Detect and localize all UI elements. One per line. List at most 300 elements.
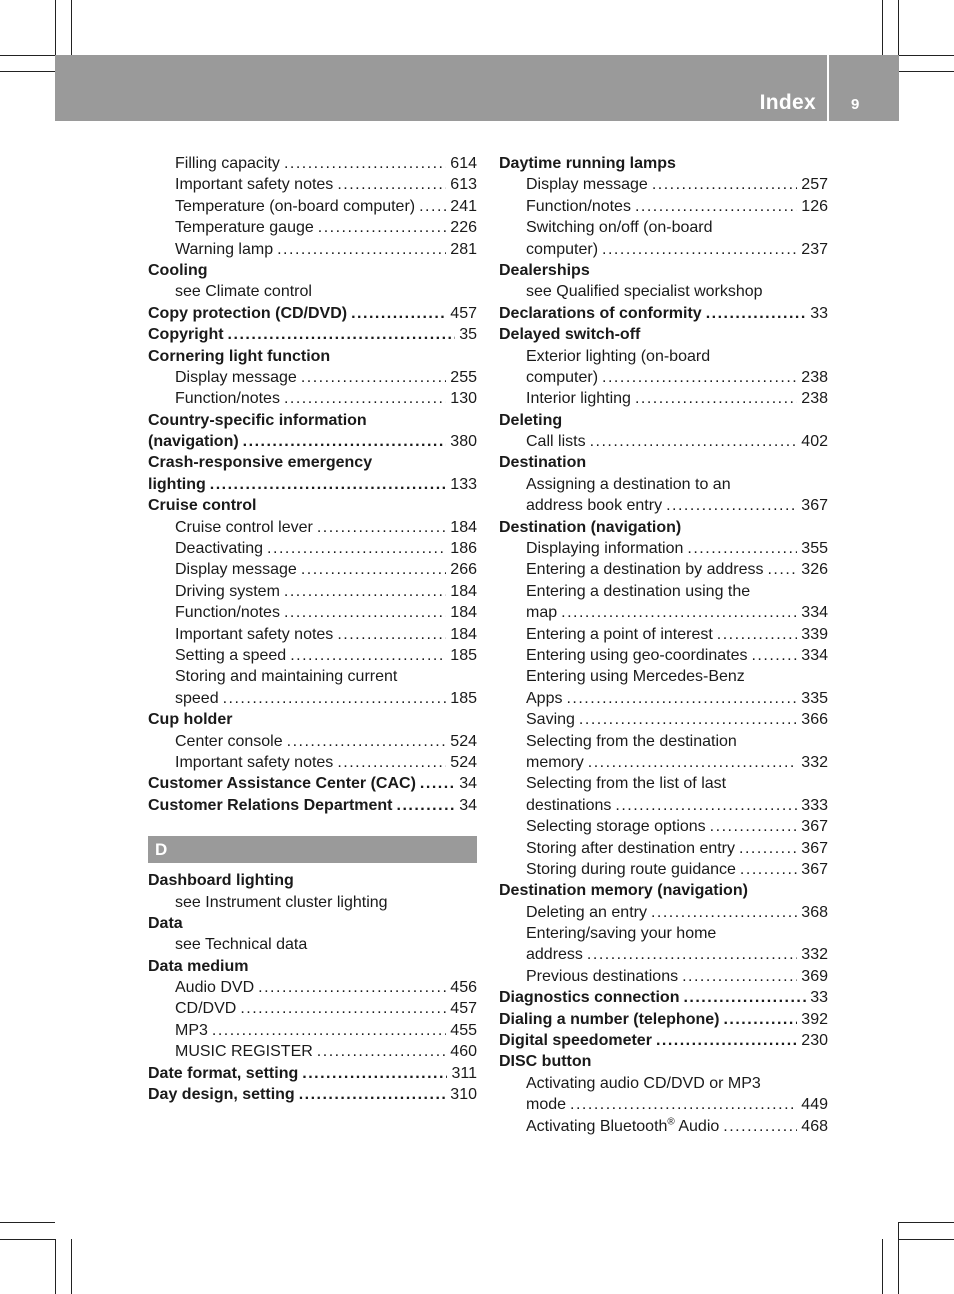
page-ref: 326: [801, 561, 828, 579]
crop-mark: [0, 1222, 55, 1223]
leader-dots: [651, 902, 797, 923]
page-ref: 238: [801, 368, 828, 386]
index-subentry: [499, 602, 828, 623]
entry-text: Deleting an entry: [526, 903, 647, 921]
entry-text: Destination: [499, 454, 587, 472]
entry-text: Cup holder: [148, 711, 233, 729]
index-subentry: [148, 1020, 477, 1041]
page-ref: 460: [450, 1043, 477, 1061]
crop-mark: [882, 0, 883, 55]
entry-text: Cruise control: [148, 497, 257, 515]
entry-text: (navigation): [148, 433, 239, 451]
entry-text: Center console: [175, 732, 283, 750]
index-entry: [148, 773, 477, 794]
entry-text: destinations: [526, 796, 612, 814]
index-entry: [148, 956, 477, 977]
page-ref: 524: [450, 753, 477, 771]
index-subentry: [148, 559, 477, 580]
leader-dots: [740, 859, 797, 880]
page-ref: 237: [801, 240, 828, 258]
page-ref: 34: [459, 775, 477, 793]
leader-dots: [419, 196, 446, 217]
entry-text: Delayed switch-off: [499, 326, 641, 344]
leader-dots: [290, 645, 446, 666]
index-entry: [148, 260, 477, 281]
page-ref: 524: [450, 732, 477, 750]
index-subentry: [499, 1116, 828, 1137]
page-ref: 367: [801, 839, 828, 857]
entry-text: Important safety notes: [175, 753, 334, 771]
page-ref: 355: [801, 540, 828, 558]
entry-text: Entering/saving your home: [526, 925, 717, 943]
leader-dots: [561, 602, 797, 623]
index-column-left: [148, 153, 477, 1105]
entry-text: Displaying information: [526, 540, 684, 558]
leader-dots: [751, 645, 797, 666]
entry-text: Temperature (on-board computer): [175, 197, 416, 215]
entry-text: Warning lamp: [175, 240, 274, 258]
index-subentry: [499, 346, 828, 367]
page-ref: 311: [451, 1064, 477, 1082]
entry-text: Call lists: [526, 433, 586, 451]
entry-text: CD/DVD: [175, 1000, 237, 1018]
entry-text: Entering a point of interest: [526, 625, 713, 643]
entry-text: Storing after destination entry: [526, 839, 736, 857]
index-entry: [499, 1009, 828, 1030]
index-entry: [148, 452, 477, 473]
entry-text: Deleting: [499, 411, 563, 429]
page-ref: 402: [801, 433, 828, 451]
leader-dots: [210, 474, 447, 495]
index-subentry: [499, 966, 828, 987]
index-subentry: [499, 474, 828, 495]
entry-text: Function/notes: [526, 197, 631, 215]
entry-text: mode: [526, 1096, 567, 1114]
entry-text: Customer Relations Department: [148, 796, 393, 814]
leader-dots: [588, 752, 798, 773]
leader-dots: [656, 1030, 797, 1051]
entry-text: Destination memory (navigation): [499, 882, 748, 900]
entry-text: computer): [526, 240, 599, 258]
entry-text: Country-specific information: [148, 411, 367, 429]
index-subentry: [148, 538, 477, 559]
entry-text: map: [526, 604, 558, 622]
index-entry: [148, 795, 477, 816]
index-subentry: [499, 688, 828, 709]
page-ref: 126: [801, 197, 828, 215]
leader-dots: [739, 838, 797, 859]
page-ref: 226: [450, 219, 477, 237]
entry-text: Entering using Mercedes-Benz: [526, 668, 745, 686]
section-heading: D: [148, 836, 477, 863]
index-subentry: [499, 923, 828, 944]
page-ref: 238: [801, 390, 828, 408]
entry-text: Entering a destination by address: [526, 561, 764, 579]
index-subentry: [499, 773, 828, 794]
index-subentry: [499, 431, 828, 452]
entry-text: Activating Bluetooth® Audio: [526, 1116, 720, 1135]
page-ref: 449: [801, 1096, 828, 1114]
index-subentry: [148, 731, 477, 752]
index-entry: [148, 709, 477, 730]
index-subentry: [148, 645, 477, 666]
entry-text: Cornering light function: [148, 347, 331, 365]
leader-dots: [223, 688, 447, 709]
index-entry: [148, 1063, 477, 1084]
page-ref: 457: [450, 304, 477, 322]
entry-text: Dialing a number (telephone): [499, 1010, 720, 1028]
entry-text: Diagnostics connection: [499, 989, 680, 1007]
entry-text: Crash-responsive emergency: [148, 454, 373, 472]
entry-text: Day design, setting: [148, 1086, 295, 1104]
leader-dots: [317, 1041, 447, 1062]
entry-text: Data: [148, 914, 183, 932]
entry-text: computer): [526, 368, 599, 386]
page-ref: 457: [450, 1000, 477, 1018]
index-subentry: [499, 495, 828, 516]
leader-dots: [258, 977, 446, 998]
entry-text: Selecting from the destination: [526, 732, 737, 750]
page-ref: 367: [801, 497, 828, 515]
index-subentry: [499, 859, 828, 880]
index-entry: [148, 913, 477, 934]
entry-text: Entering using geo-coordinates: [526, 646, 748, 664]
index-entry: [499, 880, 828, 901]
entry-text: Declarations of conformity: [499, 304, 702, 322]
crop-mark: [55, 1239, 56, 1294]
registered-mark: ®: [667, 1116, 675, 1128]
index-entry: [148, 474, 477, 495]
entry-text: Interior lighting: [526, 390, 631, 408]
leader-dots: [287, 731, 447, 752]
entry-text: memory: [526, 753, 584, 771]
leader-dots: [240, 998, 446, 1019]
entry-text: Saving: [526, 711, 575, 729]
leader-dots: [683, 987, 806, 1008]
crop-mark: [71, 1239, 72, 1294]
entry-text: speed: [175, 689, 219, 707]
crop-mark: [0, 71, 55, 72]
entry-text: address: [526, 946, 583, 964]
page-ref: 281: [450, 240, 477, 258]
index-subentry: [148, 153, 477, 174]
page-ref: 33: [810, 989, 828, 1007]
page-ref: 257: [801, 176, 828, 194]
index-column-right: [499, 153, 828, 1137]
crop-mark: [898, 1222, 899, 1294]
crop-mark: [55, 0, 56, 55]
leader-dots: [284, 581, 446, 602]
entry-text: Driving system: [175, 582, 280, 600]
leader-dots: [284, 388, 446, 409]
leader-dots: [228, 324, 456, 345]
page-ref: 367: [801, 860, 828, 878]
index-subentry: [148, 624, 477, 645]
entry-text: Selecting storage options: [526, 818, 706, 836]
entry-text: MP3: [175, 1021, 208, 1039]
index-subentry: [499, 816, 828, 837]
index-subentry: [499, 709, 828, 730]
index-entry: [499, 987, 828, 1008]
index-entry: [148, 1084, 477, 1105]
leader-dots: [337, 174, 446, 195]
page-ref: 184: [450, 582, 477, 600]
index-entry: [148, 324, 477, 345]
leader-dots: [706, 303, 807, 324]
entry-text: DISC button: [499, 1053, 592, 1071]
page-ref: 380: [450, 433, 477, 451]
leader-dots: [420, 773, 455, 794]
leader-dots: [652, 174, 797, 195]
page-ref: 266: [450, 561, 477, 579]
index-subentry: [148, 752, 477, 773]
entry-text: Dashboard lighting: [148, 872, 294, 890]
page-ref: 613: [450, 176, 477, 194]
leader-dots: [337, 624, 446, 645]
leader-dots: [284, 153, 446, 174]
index-entry: [148, 346, 477, 367]
index-entry: [499, 303, 828, 324]
index-subentry: [148, 217, 477, 238]
leader-dots: [635, 196, 797, 217]
page-title: Index: [759, 91, 816, 114]
page-ref: 35: [459, 326, 477, 344]
leader-dots: [212, 1020, 446, 1041]
leader-dots: [397, 795, 456, 816]
page-ref: 184: [450, 604, 477, 622]
index-subentry: [499, 731, 828, 752]
crop-mark: [899, 55, 954, 56]
entry-text: Function/notes: [175, 604, 280, 622]
entry-text: Display message: [175, 561, 297, 579]
entry-text: Function/notes: [175, 390, 280, 408]
entry-text: Selecting from the list of last: [526, 775, 727, 793]
entry-text: Cooling: [148, 261, 208, 279]
index-subentry: [148, 977, 477, 998]
index-subentry: [148, 934, 477, 955]
entry-text: Filling capacity: [175, 155, 280, 172]
entry-text: Temperature gauge: [175, 219, 314, 237]
index-subentry: [499, 367, 828, 388]
page-ref: 456: [450, 979, 477, 997]
leader-dots: [299, 1084, 447, 1105]
entry-text: Previous destinations: [526, 967, 679, 985]
index-subentry: [499, 581, 828, 602]
index-subentry: [499, 944, 828, 965]
index-subentry: [499, 538, 828, 559]
leader-dots: [570, 1094, 797, 1115]
page-ref: 185: [450, 689, 477, 707]
entry-text: Apps: [526, 689, 563, 707]
page-number: 9: [851, 96, 860, 113]
index-subentry: [499, 239, 828, 260]
page-ref: 368: [801, 903, 828, 921]
entry-text: see Climate control: [175, 283, 312, 301]
page-ref: 33: [810, 304, 828, 322]
leader-dots: [317, 517, 446, 538]
leader-dots: [710, 816, 798, 837]
page-ref: 184: [450, 625, 477, 643]
index-subentry: [499, 624, 828, 645]
entry-text: Important safety notes: [175, 625, 334, 643]
index-subentry: [499, 902, 828, 923]
page-ref: 334: [801, 604, 828, 622]
page-ref: 34: [459, 796, 477, 814]
leader-dots: [687, 538, 797, 559]
entry-text: Dealerships: [499, 261, 590, 279]
index-subentry: [148, 281, 477, 302]
index-entry: [148, 303, 477, 324]
index-subentry: [499, 217, 828, 238]
page-ref: 133: [450, 475, 477, 493]
crop-mark: [71, 0, 72, 55]
index-entry: [499, 260, 828, 281]
page-ref: 186: [450, 540, 477, 558]
leader-dots: [318, 217, 447, 238]
entry-text: Storing during route guidance: [526, 860, 736, 878]
leader-dots: [351, 303, 446, 324]
index-subentry: [148, 666, 477, 687]
leader-dots: [717, 624, 798, 645]
entry-text: Daytime running lamps: [499, 155, 676, 172]
leader-dots: [635, 388, 797, 409]
leader-dots: [579, 709, 797, 730]
leader-dots: [615, 795, 797, 816]
index-entry: [148, 410, 477, 431]
page-ref: 334: [801, 646, 828, 664]
leader-dots: [590, 431, 798, 452]
page-ref: 339: [801, 625, 828, 643]
index-subentry: [499, 838, 828, 859]
crop-mark: [0, 55, 55, 56]
entry-text: Customer Assistance Center (CAC): [148, 775, 416, 793]
index-subentry: [148, 388, 477, 409]
page-ref: 468: [801, 1117, 828, 1135]
index-subentry: [499, 1073, 828, 1094]
index-entry: [148, 431, 477, 452]
leader-dots: [587, 944, 797, 965]
leader-dots: [284, 602, 446, 623]
entry-text: see Technical data: [175, 936, 308, 954]
crop-mark: [898, 0, 899, 55]
index-subentry: [499, 388, 828, 409]
page-ref: 255: [450, 368, 477, 386]
crop-mark: [0, 1239, 55, 1240]
leader-dots: [301, 559, 446, 580]
entry-text: Destination (navigation): [499, 518, 682, 536]
entry-text: Digital speedometer: [499, 1032, 652, 1050]
index-subentry: [499, 666, 828, 687]
page-ref: 614: [450, 155, 477, 172]
entry-text: lighting: [148, 475, 206, 493]
leader-dots: [243, 431, 447, 452]
page-ref: 366: [801, 711, 828, 729]
index-subentry: [499, 559, 828, 580]
leader-dots: [602, 367, 797, 388]
crop-mark: [882, 1239, 883, 1294]
entry-text: Important safety notes: [175, 176, 334, 194]
page-ref: 185: [450, 646, 477, 664]
crop-mark: [899, 71, 954, 72]
entry-text: Copy protection (CD/DVD): [148, 304, 348, 322]
index-entry: [499, 153, 828, 174]
index-subentry: [499, 174, 828, 195]
index-subentry: [148, 239, 477, 260]
page-ref: 455: [450, 1021, 477, 1039]
index-subentry: [499, 752, 828, 773]
page-ref: 130: [450, 390, 477, 408]
entry-text: Activating audio CD/DVD or MP3: [526, 1074, 761, 1092]
page-ref: 241: [450, 197, 477, 215]
index-subentry: [148, 602, 477, 623]
index-subentry: [499, 281, 828, 302]
index-subentry: [148, 581, 477, 602]
leader-dots: [301, 367, 446, 388]
index-subentry: [499, 196, 828, 217]
leader-dots: [723, 1009, 797, 1030]
page-ref: 230: [801, 1032, 828, 1050]
index-subentry: [148, 892, 477, 913]
entry-text: Setting a speed: [175, 646, 287, 664]
leader-dots: [666, 495, 797, 516]
index-subentry: [148, 688, 477, 709]
crop-mark: [899, 1239, 954, 1240]
index-subentry: [499, 1094, 828, 1115]
entry-text: Audio DVD: [175, 979, 255, 997]
entry-text: Data medium: [148, 957, 249, 975]
page-ref: 310: [450, 1086, 477, 1104]
entry-text: Assigning a destination to an: [526, 475, 731, 493]
entry-text: Cruise control lever: [175, 518, 313, 536]
index-subentry: [499, 645, 828, 666]
entry-text: Exterior lighting (on-board: [526, 347, 711, 365]
entry-text: Storing and maintaining current: [175, 668, 398, 686]
leader-dots: [566, 688, 797, 709]
index-subentry: [148, 174, 477, 195]
index-subentry: [148, 1041, 477, 1062]
entry-text: Switching on/off (on-board: [526, 219, 713, 237]
entry-text: Display message: [526, 176, 648, 194]
index-entry: [499, 452, 828, 473]
page-ref: 333: [801, 796, 828, 814]
leader-dots: [682, 966, 797, 987]
entry-text: Entering a destination using the: [526, 582, 751, 600]
index-subentry: [148, 517, 477, 538]
index-entry: [499, 1030, 828, 1051]
entry-text: Display message: [175, 368, 297, 386]
leader-dots: [602, 239, 797, 260]
entry-text: Date format, setting: [148, 1064, 299, 1082]
leader-dots: [267, 538, 446, 559]
page-ref: 392: [801, 1010, 828, 1028]
page-ref: 332: [801, 753, 828, 771]
leader-dots: [337, 752, 446, 773]
leader-dots: [767, 559, 797, 580]
page-ref: 335: [801, 689, 828, 707]
entry-text: see Qualified specialist workshop: [526, 283, 763, 301]
index-entry: [499, 410, 828, 431]
crop-mark: [899, 1222, 954, 1223]
index-subentry: [499, 795, 828, 816]
leader-dots: [723, 1116, 797, 1137]
entry-text: Copyright: [148, 326, 224, 344]
index-subentry: [148, 998, 477, 1019]
page-ref: 184: [450, 518, 477, 536]
entry-text: Deactivating: [175, 540, 264, 558]
index-subentry: [148, 196, 477, 217]
page-ref: 332: [801, 946, 828, 964]
page-ref: 369: [801, 967, 828, 985]
